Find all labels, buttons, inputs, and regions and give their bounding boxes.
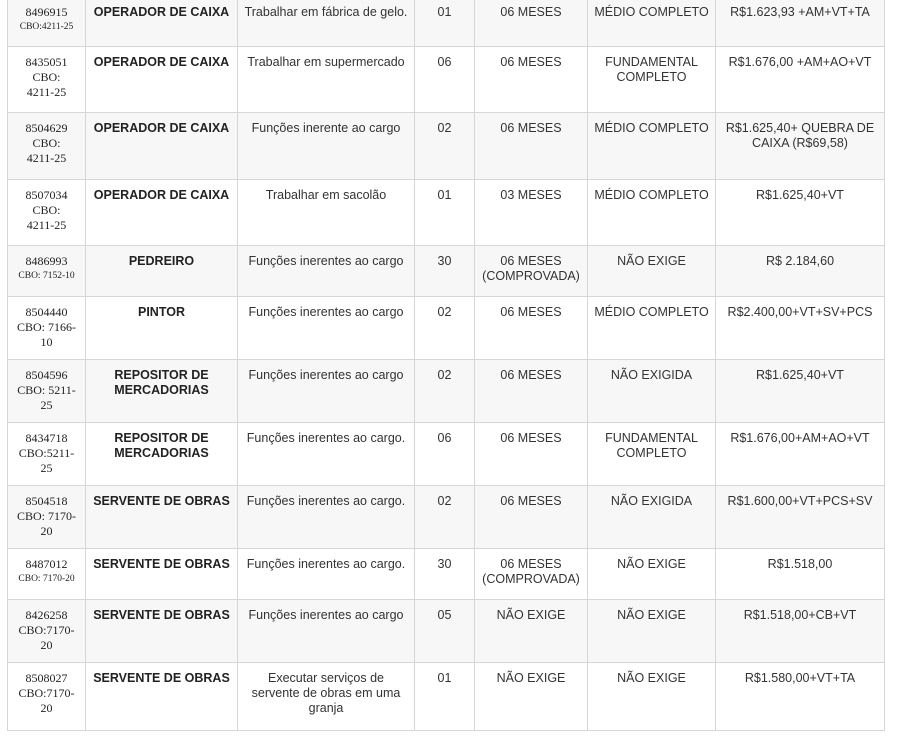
job-title: PEDREIRO bbox=[86, 246, 238, 297]
table-row bbox=[8, 0, 885, 47]
vacancy-code-cell bbox=[8, 0, 86, 47]
salary-benefits: R$1.676,00+AM+AO+VT bbox=[716, 423, 885, 486]
vacancy-count: 01 bbox=[415, 663, 475, 731]
cbo-code: CBO: 7170- 20 bbox=[16, 509, 76, 538]
job-activity: Executar serviços de servente de obras em uma granja bbox=[238, 663, 415, 731]
table-row bbox=[8, 47, 885, 113]
job-activity: Funções inerentes ao cargo. bbox=[238, 549, 415, 600]
vacancy-code: 8496915 bbox=[25, 5, 68, 19]
education-required: NÃO EXIGIDA bbox=[588, 360, 716, 423]
job-title: REPOSITOR DE MERCADORIAS bbox=[86, 423, 238, 486]
education-required: NÃO EXIGE bbox=[588, 549, 716, 600]
salary-benefits: R$1.623,93 +AM+VT+TA bbox=[716, 0, 885, 47]
education-required: NÃO EXIGE bbox=[588, 663, 716, 731]
vacancy-count: 05 bbox=[415, 600, 475, 663]
cbo-code: CBO: 7170-20 bbox=[18, 574, 75, 584]
job-activity: Funções inerentes ao cargo bbox=[238, 297, 415, 360]
cbo-code: CBO:7170- 20 bbox=[18, 623, 75, 652]
vacancy-code: 8486993 bbox=[25, 254, 68, 268]
salary-benefits: R$1.580,00+VT+TA bbox=[716, 663, 885, 731]
vacancy-count: 30 bbox=[415, 549, 475, 600]
vacancy-count: 02 bbox=[415, 486, 475, 549]
job-title: SERVENTE DE OBRAS bbox=[86, 549, 238, 600]
vacancy-code: 8487012 bbox=[25, 557, 68, 571]
job-activity: Funções inerentes ao cargo. bbox=[238, 486, 415, 549]
vacancy-code-cell bbox=[8, 297, 86, 360]
salary-benefits: R$1.625,40+ QUEBRA DE CAIXA (R$69,58) bbox=[716, 113, 885, 180]
experience-required: 06 MESES bbox=[475, 360, 588, 423]
table-row bbox=[8, 360, 885, 423]
job-activity: Funções inerentes ao cargo bbox=[238, 600, 415, 663]
salary-benefits: R$1.518,00+CB+VT bbox=[716, 600, 885, 663]
job-title: OPERADOR DE CAIXA bbox=[86, 47, 238, 113]
experience-required: 06 MESES bbox=[475, 113, 588, 180]
job-title: SERVENTE DE OBRAS bbox=[86, 486, 238, 549]
experience-required: 06 MESES bbox=[475, 423, 588, 486]
cbo-code: CBO: 4211-25 bbox=[26, 136, 67, 165]
job-title: PINTOR bbox=[86, 297, 238, 360]
vacancy-count: 06 bbox=[415, 423, 475, 486]
table-row bbox=[8, 423, 885, 486]
vacancy-code: 8507034 bbox=[25, 188, 68, 202]
salary-benefits: R$2.400,00+VT+SV+PCS bbox=[716, 297, 885, 360]
vacancy-count: 06 bbox=[415, 47, 475, 113]
vacancy-count: 01 bbox=[415, 0, 475, 47]
experience-required: NÃO EXIGE bbox=[475, 600, 588, 663]
vacancy-code-cell bbox=[8, 246, 86, 297]
vacancy-code-cell bbox=[8, 47, 86, 113]
vacancy-count: 02 bbox=[415, 360, 475, 423]
job-title: OPERADOR DE CAIXA bbox=[86, 113, 238, 180]
vacancy-code: 8434718 bbox=[25, 431, 68, 445]
experience-required: 06 MESES (COMPROVADA) bbox=[475, 549, 588, 600]
vacancy-count: 02 bbox=[415, 297, 475, 360]
table-row bbox=[8, 297, 885, 360]
job-activity: Trabalhar em sacolão bbox=[238, 180, 415, 246]
experience-required: 06 MESES bbox=[475, 0, 588, 47]
vacancy-code-cell bbox=[8, 113, 86, 180]
cbo-code: CBO: 7166- 10 bbox=[16, 320, 76, 349]
job-title: REPOSITOR DE MERCADORIAS bbox=[86, 360, 238, 423]
education-required: FUNDAMENTAL COMPLETO bbox=[588, 47, 716, 113]
vacancy-code-cell bbox=[8, 549, 86, 600]
vacancy-code-cell bbox=[8, 663, 86, 731]
vacancy-code: 8508027 bbox=[25, 671, 68, 685]
salary-benefits: R$ 2.184,60 bbox=[716, 246, 885, 297]
education-required: FUNDAMENTAL COMPLETO bbox=[588, 423, 716, 486]
experience-required: NÃO EXIGE bbox=[475, 663, 588, 731]
experience-required: 06 MESES bbox=[475, 47, 588, 113]
job-activity: Trabalhar em fábrica de gelo. bbox=[238, 0, 415, 47]
vacancy-count: 01 bbox=[415, 180, 475, 246]
education-required: MÉDIO COMPLETO bbox=[588, 180, 716, 246]
table-body bbox=[8, 0, 885, 731]
job-title: OPERADOR DE CAIXA bbox=[86, 180, 238, 246]
cbo-code: CBO: 4211-25 bbox=[26, 70, 67, 99]
job-activity: Funções inerente ao cargo bbox=[238, 113, 415, 180]
education-required: NÃO EXIGE bbox=[588, 600, 716, 663]
job-vacancies-table bbox=[7, 0, 885, 731]
vacancy-count: 30 bbox=[415, 246, 475, 297]
vacancy-code-cell bbox=[8, 600, 86, 663]
table-row bbox=[8, 600, 885, 663]
vacancy-code: 8504440 bbox=[25, 305, 68, 319]
cbo-code: CBO:5211- 25 bbox=[18, 446, 75, 475]
cbo-code: CBO: 7152-10 bbox=[18, 271, 75, 281]
table-row bbox=[8, 113, 885, 180]
job-title: SERVENTE DE OBRAS bbox=[86, 663, 238, 731]
table-row bbox=[8, 549, 885, 600]
vacancy-count: 02 bbox=[415, 113, 475, 180]
education-required: MÉDIO COMPLETO bbox=[588, 113, 716, 180]
vacancy-code-cell bbox=[8, 180, 86, 246]
table-row bbox=[8, 180, 885, 246]
vacancy-code-cell bbox=[8, 423, 86, 486]
cbo-code: CBO:4211-25 bbox=[19, 22, 74, 32]
table-row bbox=[8, 246, 885, 297]
table-row bbox=[8, 486, 885, 549]
experience-required: 03 MESES bbox=[475, 180, 588, 246]
job-title: OPERADOR DE CAIXA bbox=[86, 0, 238, 47]
job-activity: Trabalhar em supermercado bbox=[238, 47, 415, 113]
job-title: SERVENTE DE OBRAS bbox=[86, 600, 238, 663]
vacancy-code: 8504518 bbox=[25, 494, 68, 508]
table-row bbox=[8, 663, 885, 731]
education-required: NÃO EXIGE bbox=[588, 246, 716, 297]
education-required: NÃO EXIGIDA bbox=[588, 486, 716, 549]
vacancy-code: 8504629 bbox=[25, 121, 68, 135]
vacancy-code-cell bbox=[8, 360, 86, 423]
salary-benefits: R$1.676,00 +AM+AO+VT bbox=[716, 47, 885, 113]
experience-required: 06 MESES bbox=[475, 297, 588, 360]
salary-benefits: R$1.625,40+VT bbox=[716, 360, 885, 423]
salary-benefits: R$1.600,00+VT+PCS+SV bbox=[716, 486, 885, 549]
job-activity: Funções inerentes ao cargo. bbox=[238, 423, 415, 486]
job-activity: Funções inerentes ao cargo bbox=[238, 360, 415, 423]
cbo-code: CBO:7170- 20 bbox=[18, 686, 75, 715]
vacancy-code: 8426258 bbox=[25, 608, 68, 622]
vacancy-code: 8435051 bbox=[25, 55, 68, 69]
education-required: MÉDIO COMPLETO bbox=[588, 297, 716, 360]
education-required: MÉDIO COMPLETO bbox=[588, 0, 716, 47]
experience-required: 06 MESES (COMPROVADA) bbox=[475, 246, 588, 297]
salary-benefits: R$1.518,00 bbox=[716, 549, 885, 600]
vacancy-code-cell bbox=[8, 486, 86, 549]
vacancy-code: 8504596 bbox=[25, 368, 68, 382]
cbo-code: CBO: 4211-25 bbox=[26, 203, 67, 232]
cbo-code: CBO: 5211- 25 bbox=[17, 383, 76, 412]
job-activity: Funções inerentes ao cargo bbox=[238, 246, 415, 297]
experience-required: 06 MESES bbox=[475, 486, 588, 549]
salary-benefits: R$1.625,40+VT bbox=[716, 180, 885, 246]
